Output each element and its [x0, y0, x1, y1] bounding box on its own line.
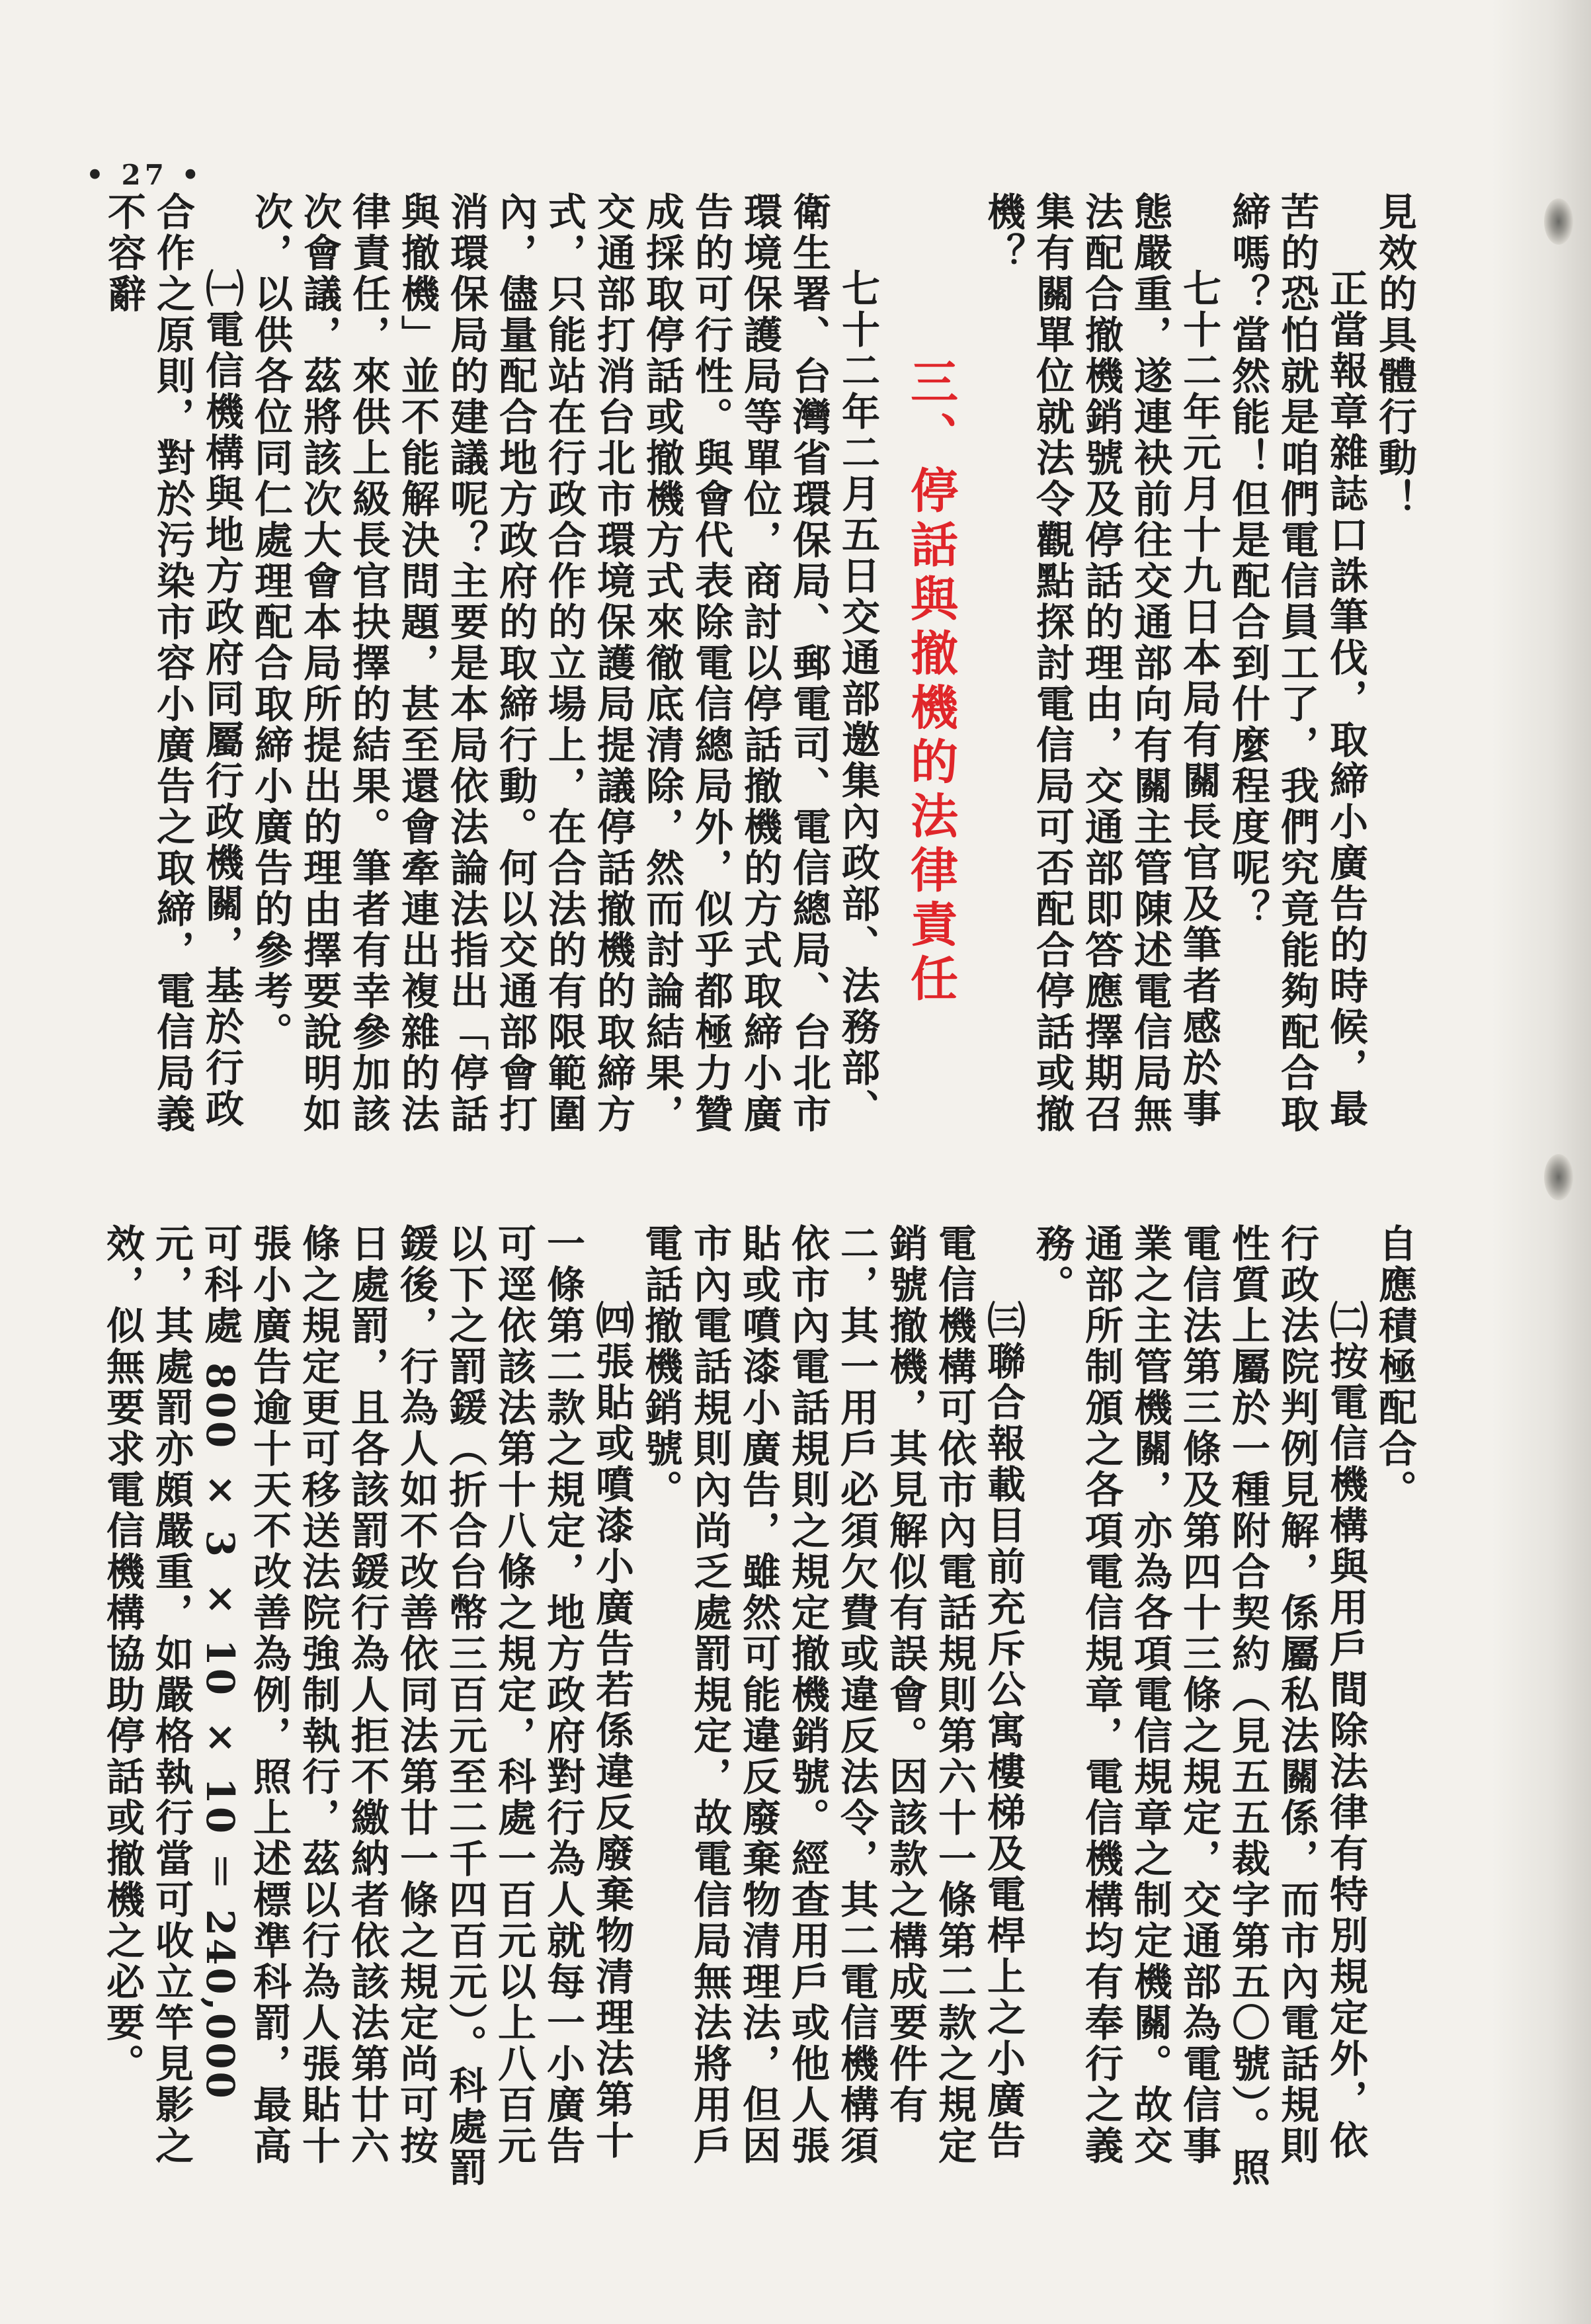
bottom-text-block: [100, 1224, 1419, 2196]
binding-hole-top: [1544, 198, 1573, 245]
paragraph: 七十二年元月十九日本局有關長官及筆者感於事態嚴重，遂連袂前往交通部向有關主管陳述電信局無法配合撤機銷號及停話的理由，交通部即答應擇期召集有關單位就法令觀點探討電信局可否配合停話或撤機？: [981, 192, 1221, 1135]
binding-shadow: [1492, 0, 1591, 2324]
paragraph: 自應積極配合。: [1372, 1224, 1417, 1511]
paragraph: 見效的具體行動！: [1372, 192, 1417, 520]
binding-hole-middle: [1544, 1154, 1573, 1200]
page-number: • 27 •: [86, 159, 204, 191]
paragraph: 七十二年二月五日交通部邀集內政部、法務部、衛生署、台灣省環保局、郵電司、電信總局、台北市環境保護局等單位，商討以停話撤機的方式取締小廣告的可行性。與會代表除電信總局外，似乎都極力贊成採取停話或撤機方式來徹底清除，然而討論結果，交通部打消台北市環境保護局提議停話撤機的取締方式，只能站在行政合作的立場上，在合法的有限範圍內，儘量配合地方政府的取締行動。何以交通部會打消環保局的建議呢？主要是本局依法論法指出「停話與撤機」並不能解決問題，甚至還會牽連出複雜的法律責任，來供上級長官抉擇的結果。筆者有幸參加該次會議，茲將該次大會本局所提出的理由擇要說明如次，以供各位同仁處理配合取締小廣告的參考。: [248, 192, 880, 1135]
paragraph: 正當報章雜誌口誅筆伐，取締小廣告的時候，最苦的恐怕就是咱們電信員工了，我們究竟能夠配合取締嗎？當然能！但是配合到什麼程度呢？: [1225, 192, 1368, 1135]
section-heading: 三、停話與撤機的法律責任: [903, 357, 959, 1008]
paragraph: ㈡按電信機構與用戶間除法律有特別規定外，依行政法院判例見解，係屬私法關係，而市內電話規則性質上屬於一種附合契約（見五五裁字第五〇號）。照電信法第三條及第四十三條之規定，交通部為電信事業之主管機關，亦為各項電信規章之制定機關。故交通部所制頒之各項電信規章，電信機構均有奉行之義務。: [1030, 1224, 1368, 2188]
top-text-block: [101, 192, 1419, 1144]
paragraph: ㈠電信機構與地方政府同屬行政機關，基於行政合作之原則，對於污染市容小廣告之取締，電信局義不容辭: [101, 192, 244, 1135]
paragraph: ㈢聯合報載目前充斥公寓樓梯及電桿上之小廣告電信機構可依市內電話規則第六十一條第二款之規定銷號撤機，其見解似有誤會。因該款之構成要件有二，其一用戶必須欠費或違反法令，其二電信機構須依市內電話規則之規定撤機銷號。經查用戶或他人張貼或噴漆小廣告，雖然可能違反廢棄物清理法，但因市內電話規則內尚乏處罰規定，故電信局無法將用戶電話撤機銷號。: [638, 1224, 1026, 2167]
paragraph: ㈣張貼或噴漆小廣告若係違反廢棄物清理法第十一條第二款之規定，地方政府對行為人就每一小廣告可逕依該法第十八條之規定，科處一百元以上八百元以下之罰鍰（折合台幣三百元至二千四百元）。科處罰鍰後，行為人如不改善依同法第廿一條之規定尚可按日處罰，且各該罰鍰行為人拒不繳納者依該法第廿六條之規定更可移送法院強制執行，茲以行為人張貼十張小廣告逾十天不改善為例，照上述標準科罰，最高可科處 800 × 3 × 10 × 10 ＝ 240,000 元，其處罰亦頗嚴重，如嚴格執行當可收立竿見影之效，似無要求電信機構協助停話或撤機之必要。: [100, 1224, 634, 2188]
